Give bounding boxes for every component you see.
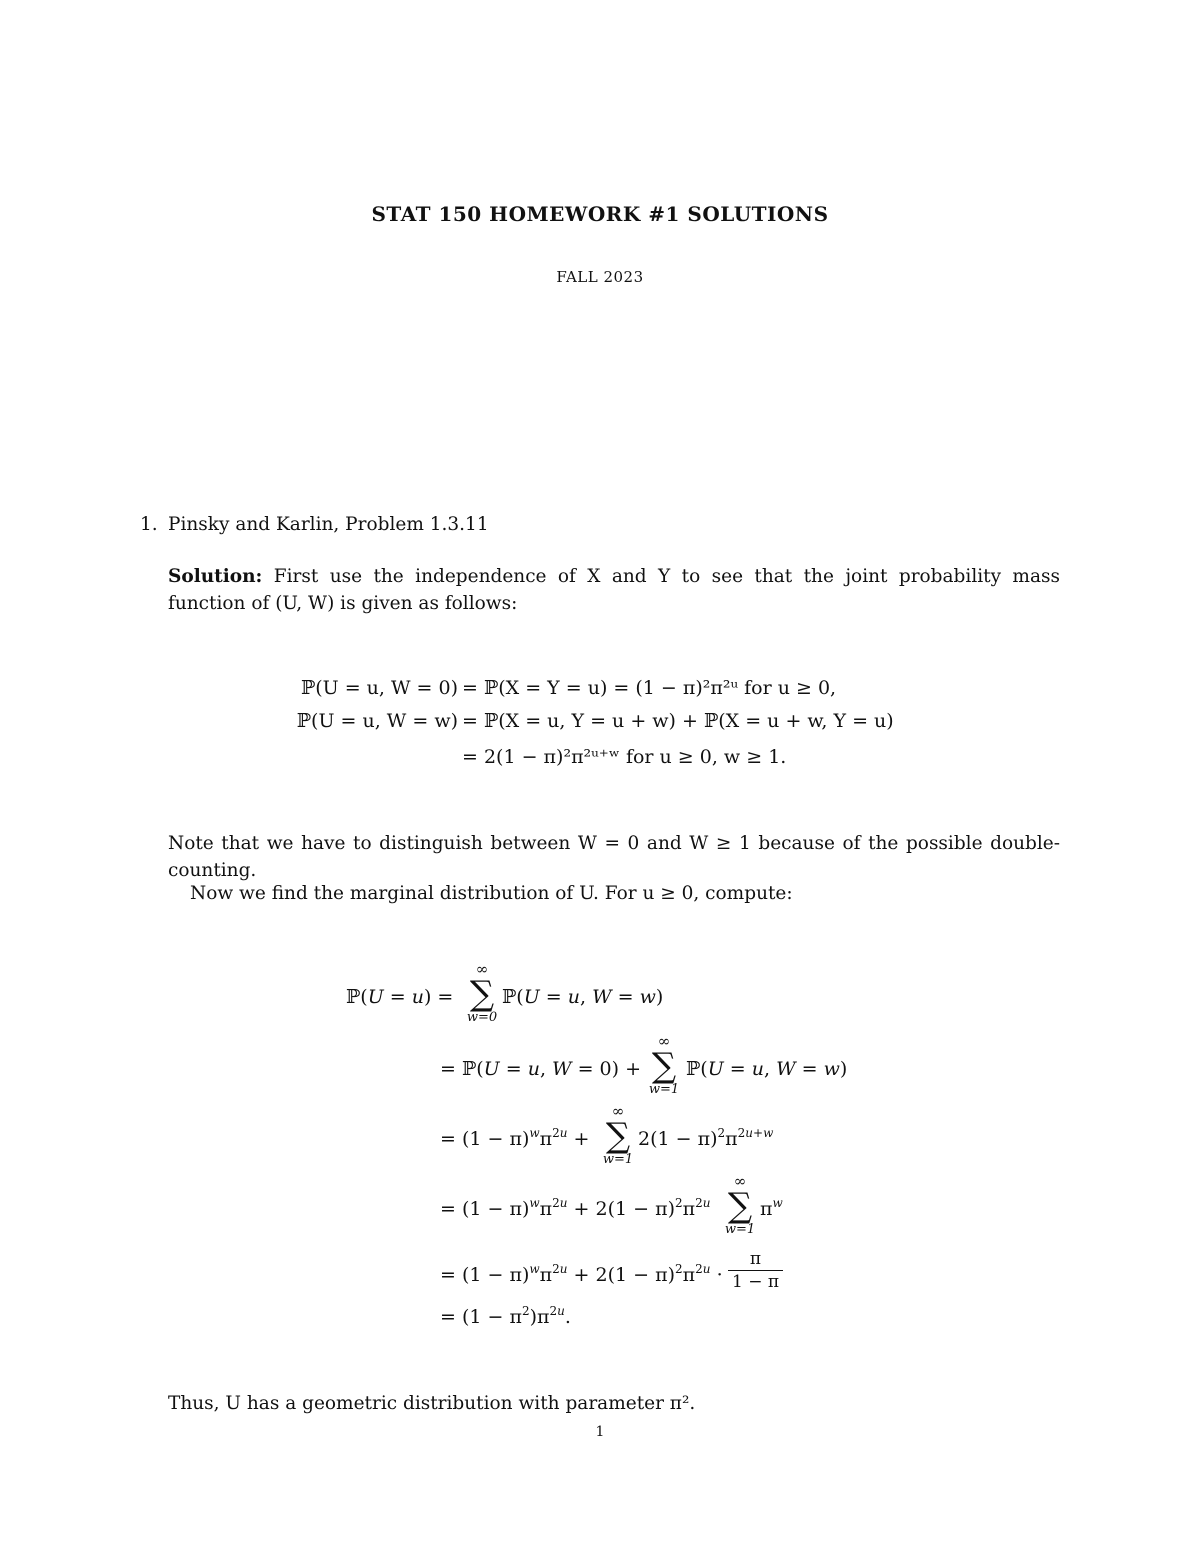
problem-heading: Pinsky and Karlin, Problem 1.3.11 xyxy=(168,514,489,535)
joint-pmf-rhs-2: = ℙ(X = u, Y = u + w) + ℙ(X = u + w, Y = u) xyxy=(462,710,894,732)
summation-w1-icon: ∞ ∑ w=1 xyxy=(648,1032,680,1097)
conclusion: Thus, U has a geometric distribution with parameter π². xyxy=(168,1393,696,1414)
summation-w1-icon: ∞ ∑ w=1 xyxy=(724,1172,756,1237)
page-number: 1 xyxy=(595,1424,605,1440)
summation-w0-icon: ∞ ∑ w=0 xyxy=(466,960,498,1025)
fraction-pi-over-one-minus-pi: $\frac{\pi}{1 - \pi}$ xyxy=(728,1248,783,1293)
marginal-intro: Now we find the marginal distribution of U. For u ≥ 0, compute: xyxy=(190,883,793,904)
joint-pmf-rhs-1: = ℙ(X = Y = u) = (1 − π)²π²ᵘ for u ≥ 0, xyxy=(462,677,837,699)
document-title: STAT 150 HOMEWORK #1 SOLUTIONS xyxy=(371,202,829,226)
marginal-step-6: = $(1 - \pi^2)\pi^{2u}$. xyxy=(440,1304,571,1328)
summation-w1-icon: ∞ ∑ w=1 xyxy=(602,1102,634,1167)
document-term: FALL 2023 xyxy=(556,268,644,286)
joint-pmf-lhs-2: ℙ(U = u, W = w) xyxy=(296,710,458,732)
solution-intro: First use the independence of X and Y to see that the joint probability mass function of (U, W) is given as follows: xyxy=(168,566,1060,614)
note-paragraph: Note that we have to distinguish between W = 0 and W ≥ 1 because of the possible double-counting. xyxy=(168,833,1060,881)
joint-pmf-rhs-3: = 2(1 − π)²π²ᵘ⁺ʷ for u ≥ 0, w ≥ 1. xyxy=(462,746,787,768)
problem-number: 1. xyxy=(140,514,158,535)
joint-pmf-lhs-1: ℙ(U = u, W = 0) xyxy=(300,677,458,699)
solution-label: Solution: xyxy=(168,566,263,587)
solution-paragraph xyxy=(168,563,1060,617)
